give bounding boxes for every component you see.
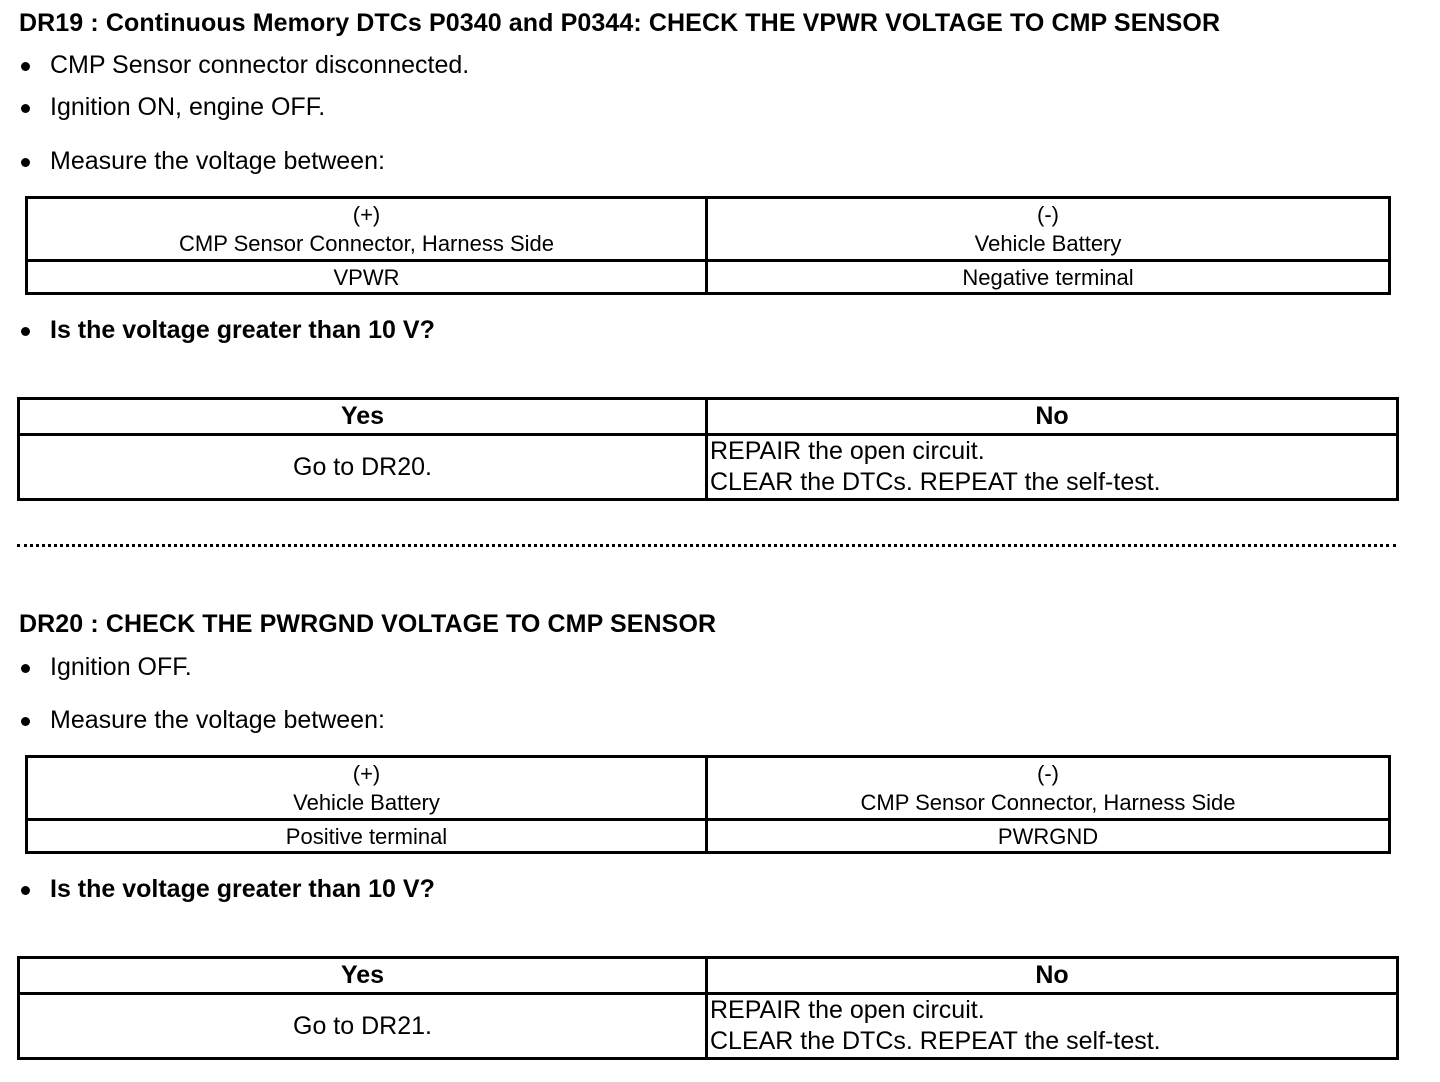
bullet-dot-icon xyxy=(21,62,30,71)
no-action-line: CLEAR the DTCs. REPEAT the self-test. xyxy=(710,468,1161,496)
measure-plus-header xyxy=(27,757,707,820)
yes-header: Yes xyxy=(19,958,707,994)
bullet-dot-icon xyxy=(21,327,30,336)
measure-plus-header xyxy=(27,198,707,261)
dr19-result-table xyxy=(17,397,1399,501)
result-header-row xyxy=(19,399,1398,435)
no-header: No xyxy=(707,399,1398,435)
dr20-result-table xyxy=(17,956,1399,1060)
question-text: Is the voltage greater than 10 V? xyxy=(50,875,435,903)
measure-minus-header xyxy=(707,757,1390,820)
bullet-dot-icon xyxy=(21,664,30,673)
dr19-bullet-connector xyxy=(19,51,469,80)
bullet-text: Ignition ON, engine OFF. xyxy=(50,93,326,121)
bullet-text: Measure the voltage between: xyxy=(50,706,385,734)
dr19-bullet-ignition xyxy=(19,93,325,122)
measure-minus-header xyxy=(707,198,1390,261)
question-text: Is the voltage greater than 10 V? xyxy=(50,316,435,344)
dr20-title: DR20 : CHECK THE PWRGND VOLTAGE TO CMP SENSOR xyxy=(19,610,717,638)
minus-label: CMP Sensor Connector, Harness Side xyxy=(860,790,1236,815)
plus-label: Vehicle Battery xyxy=(293,790,440,815)
plus-sign: (+) xyxy=(352,202,381,227)
dr20-question xyxy=(19,875,435,904)
dr20-bullet-ignition xyxy=(19,653,192,682)
step-separator xyxy=(17,544,1396,547)
dr19-bullet-measure xyxy=(19,147,385,176)
bullet-dot-icon xyxy=(21,717,30,726)
minus-label: Vehicle Battery xyxy=(974,231,1122,256)
bullet-dot-icon xyxy=(21,886,30,895)
plus-label: CMP Sensor Connector, Harness Side xyxy=(179,231,554,256)
dr20-bullet-measure xyxy=(19,706,385,735)
bullet-text: CMP Sensor connector disconnected. xyxy=(50,51,470,79)
no-header: No xyxy=(707,958,1398,994)
no-action-line: REPAIR the open circuit. xyxy=(710,996,985,1024)
measure-plus-value: Positive terminal xyxy=(27,820,707,853)
result-body-row xyxy=(19,994,1398,1059)
plus-sign: (+) xyxy=(352,761,381,786)
no-action-line: CLEAR the DTCs. REPEAT the self-test. xyxy=(710,1027,1161,1055)
dr19-measure-table xyxy=(25,196,1391,295)
measure-value-row xyxy=(27,261,1390,294)
measure-header-row xyxy=(27,757,1390,820)
yes-action: Go to DR21. xyxy=(19,994,707,1059)
minus-sign: (-) xyxy=(1037,761,1059,786)
result-body-row xyxy=(19,435,1398,500)
measure-header-row xyxy=(27,198,1390,261)
bullet-text: Measure the voltage between: xyxy=(50,147,385,175)
no-action-line: REPAIR the open circuit. xyxy=(710,437,985,465)
yes-header: Yes xyxy=(19,399,707,435)
result-header-row xyxy=(19,958,1398,994)
bullet-text: Ignition OFF. xyxy=(50,653,192,681)
bullet-dot-icon xyxy=(21,158,30,167)
dr19-title: DR19 : Continuous Memory DTCs P0340 and P0344: CHECK THE VPWR VOLTAGE TO CMP SENSOR xyxy=(19,9,1221,37)
measure-plus-value: VPWR xyxy=(27,261,707,294)
dr19-question xyxy=(19,316,435,345)
yes-action: Go to DR20. xyxy=(19,435,707,500)
no-action xyxy=(707,994,1398,1059)
measure-minus-value: PWRGND xyxy=(707,820,1390,853)
bullet-dot-icon xyxy=(21,104,30,113)
measure-minus-value: Negative terminal xyxy=(707,261,1390,294)
dr20-measure-table xyxy=(25,755,1391,854)
minus-sign: (-) xyxy=(1037,202,1059,227)
no-action xyxy=(707,435,1398,500)
measure-value-row xyxy=(27,820,1390,853)
